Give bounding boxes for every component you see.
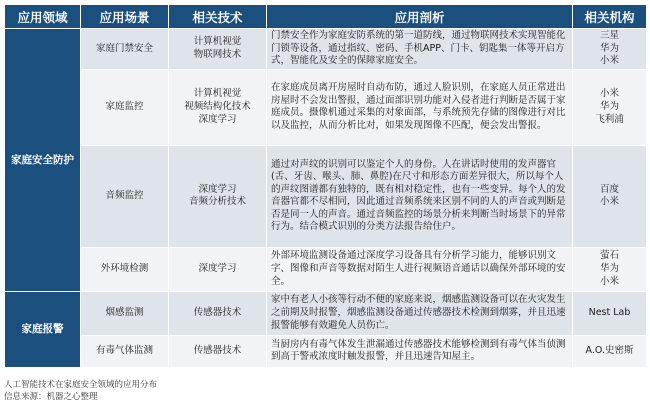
tech-cell: [169, 69, 267, 145]
analysis-cell: 家中有老人小孩等行动不便的家庭来说，烟感监测设备可以在火灾发生之前期及时报警，烟感监测设备通过传感器技术检测到烟雾，并且迅速报警能够有效避免人员伤亡。: [267, 291, 573, 335]
tech-item: 物联网技术: [193, 48, 242, 60]
org-item: Nest Lab: [588, 306, 631, 318]
tech-item: 传感器技术: [193, 306, 242, 318]
tech-cell: [169, 29, 267, 70]
header-scene: 应用场景: [81, 5, 169, 29]
tech-item: 计算机视觉: [193, 88, 242, 100]
org-item: 华为: [599, 42, 619, 54]
org-item: 小米: [599, 275, 619, 287]
org-item: 小米: [599, 196, 619, 208]
tech-cell: [169, 335, 267, 367]
tech-cell: [169, 247, 267, 291]
orgs-cell: [573, 247, 647, 291]
scene-cell: 烟感监测: [81, 291, 169, 335]
org-item: 小米: [599, 55, 619, 67]
org-item: 小米: [599, 88, 619, 100]
table-row: [5, 247, 647, 291]
tech-item: 音频分析技术: [188, 196, 246, 208]
tech-cell: [169, 291, 267, 335]
footer: [4, 379, 157, 403]
org-item: 飞利浦: [595, 113, 624, 125]
table-row: [5, 291, 647, 335]
org-item: 三星: [599, 30, 619, 41]
scene-cell: 有毒气体监测: [81, 335, 169, 367]
org-item: 百度: [599, 183, 619, 195]
source-note: 信息来源：机器之心整理: [4, 392, 98, 402]
tech-cell: [169, 145, 267, 247]
header-tech: 相关技术: [169, 5, 267, 29]
table-header-row: [5, 5, 647, 29]
org-item: 华为: [599, 262, 619, 274]
tech-item: 深度学习: [198, 113, 237, 125]
header-domain: 应用领域: [5, 5, 81, 29]
domain-cell: 家庭报警: [5, 291, 81, 367]
application-table: [4, 4, 647, 368]
tech-item: 计算机视觉: [193, 36, 242, 48]
scene-cell: 家庭监控: [81, 69, 169, 145]
orgs-cell: [573, 145, 647, 247]
analysis-cell: 通过对声纹的识别可以鉴定个人的身份。人在讲话时使用的发声器官(舌、牙齿、喉头、肺、鼻腔)在尺寸和形态方面差异很大，所以每个人的声纹图谱都有独特的，既有相对稳定性，也有一些变异。每个人的发音器官都不尽相同，因此通过音频系统来区别不同的人的声音或判断是否是同一人的声音。通过音频监控的场景分析来判断当时场景下的异常行为。结合模式识别的分类方法报告给住户。: [267, 145, 573, 247]
analysis-cell: 门禁安全作为家庭安防系统的第一道防线，通过物联网技术实现智能化门锁等设备，通过指纹、密码、手机APP、门卡、钥匙集一体等开启方式，智能化及安全的保障家庭安全。: [267, 29, 573, 70]
org-item: A.O.史密斯: [585, 344, 634, 356]
table-row: [5, 335, 647, 367]
tech-item: 深度学习: [198, 183, 237, 195]
scene-cell: 家庭门禁安全: [81, 29, 169, 70]
orgs-cell: [573, 29, 647, 70]
table-row: [5, 145, 647, 247]
header-analysis: 应用剖析: [267, 5, 573, 29]
orgs-cell: [573, 335, 647, 367]
analysis-cell: 在家庭成员离开房屋时自动布防，通过人脸识别，在家庭人员正常进出房屋时不会发出警报，通过面部识别功能对入侵者进行判断是否属于家庭成员。摄像机通过采集的对象面部，与系统预先存储的图像进行对比以及监控，从而分析比对，如果发现图像不匹配，便会发出警报。: [267, 69, 573, 145]
scene-cell: 外环境检测: [81, 247, 169, 291]
header-orgs: 相关机构: [573, 5, 647, 29]
tech-item: 深度学习: [198, 262, 237, 274]
orgs-cell: [573, 69, 647, 145]
scene-cell: 音频监控: [81, 145, 169, 247]
table-row: [5, 29, 647, 70]
org-item: 华为: [599, 100, 619, 112]
analysis-cell: 外部环境监测设备通过深度学习设备具有分析学习能力，能够识别文字、图像和声音等数据对陌生人进行视频语音通话以确保外部环境的安全。: [267, 247, 573, 291]
orgs-cell: [573, 291, 647, 335]
table-row: [5, 69, 647, 145]
domain-cell: 家庭安全防护: [5, 29, 81, 292]
tech-item: 传感器技术: [193, 344, 242, 356]
table-caption: 人工智能技术在家庭安全领域的应用分布: [4, 380, 158, 390]
tech-item: 视频结构化技术: [184, 100, 251, 112]
org-item: 萤石: [599, 250, 619, 262]
analysis-cell: 当厨房内有毒气体发生泄漏通过传感器技术能够检测到有毒气体当侦测到高于警戒浓度时触发报警，并且迅速告知屋主。: [267, 335, 573, 367]
